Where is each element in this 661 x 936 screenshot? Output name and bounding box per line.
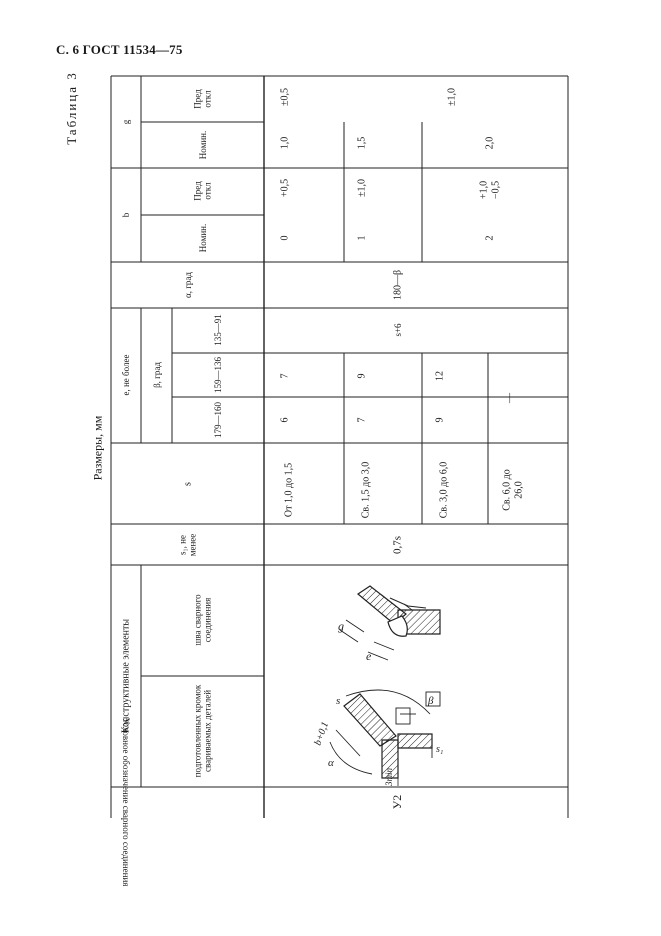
b-pred-1: +0,5 bbox=[279, 178, 291, 198]
header-g-nomin: Номин. bbox=[197, 130, 208, 160]
header-b-nomin: Номин. bbox=[197, 223, 208, 253]
weld-label-g: g bbox=[338, 619, 344, 633]
edge-label-alpha: α bbox=[328, 757, 334, 769]
header-beta-159-136: 159—136 bbox=[212, 357, 223, 393]
s-range-2: Св. 1,5 до 3,0 bbox=[360, 461, 372, 519]
weld-label-e: e bbox=[366, 649, 372, 663]
beta179-value-4: — bbox=[504, 393, 516, 403]
header-g: g bbox=[120, 119, 131, 125]
header-beta-135-91: 135—91 bbox=[212, 314, 223, 346]
prepared-edges-drawing bbox=[300, 686, 452, 786]
header-b: b bbox=[120, 212, 131, 218]
header-weld-seam: шва сварного соединения bbox=[192, 594, 213, 646]
g-pred-1: ±0,5 bbox=[279, 88, 291, 106]
header-alpha: α, град bbox=[182, 272, 193, 298]
g-nomin-3: 2,0 bbox=[484, 136, 496, 150]
header-prepared-edges: подготовленных кромок свариваемых деталей bbox=[192, 684, 213, 778]
b-pred-2: ±1,0 bbox=[356, 179, 368, 197]
beta159-value-2: 9 bbox=[356, 373, 368, 379]
edge-label-b: b+0,1 bbox=[312, 720, 332, 748]
beta179-value-3: 9 bbox=[434, 417, 446, 423]
header-s1: s₁, не менее bbox=[177, 533, 198, 557]
header-b-pred: Пред откл bbox=[192, 181, 213, 201]
b-pred-3: +1,0 −0,5 bbox=[478, 180, 501, 200]
b-nomin-3: 2 bbox=[484, 235, 496, 241]
s-range-3: Св. 3,0 до 6,0 bbox=[438, 461, 450, 519]
beta179-value-1: 6 bbox=[279, 417, 291, 423]
header-s: s bbox=[182, 482, 194, 486]
b-nomin-2: 1 bbox=[356, 235, 368, 241]
page-header: С. 6 ГОСТ 11534—75 bbox=[56, 42, 183, 57]
edge-label-3min: 3min bbox=[384, 768, 394, 786]
edge-label-s1: s₁ bbox=[436, 744, 444, 755]
s-range-4: Св. 6,0 до 26,0 bbox=[501, 469, 524, 511]
beta159-value-1: 7 bbox=[279, 373, 291, 379]
edge-label-beta: β bbox=[428, 695, 434, 707]
header-designation: Условное обозначение сварного соединения bbox=[121, 717, 132, 887]
header-g-pred: Пред откл bbox=[192, 89, 213, 109]
b-nomin-1: 0 bbox=[279, 235, 291, 241]
s-range-1: От 1,0 до 1,5 bbox=[283, 462, 295, 518]
s1-value: 0,7s bbox=[391, 535, 404, 555]
g-nomin-2: 1,5 bbox=[356, 136, 368, 150]
header-e: e, не более bbox=[120, 354, 131, 396]
beta135-value: s+6 bbox=[392, 323, 403, 337]
alpha-value: 180—β bbox=[392, 269, 404, 301]
beta179-value-2: 7 bbox=[356, 417, 368, 423]
table-caption: Таблица 3 bbox=[64, 71, 79, 145]
g-pred-2: ±1,0 bbox=[446, 88, 458, 106]
header-beta-179-160: 179—160 bbox=[212, 402, 223, 438]
edge-label-s: s bbox=[336, 695, 341, 707]
beta159-value-3: 12 bbox=[434, 371, 446, 381]
weld-seam-drawing bbox=[330, 580, 460, 668]
header-structural-elements: Конструктивные элементы bbox=[120, 618, 132, 734]
designation-value: У2 bbox=[390, 794, 405, 810]
header-beta: β, град bbox=[151, 362, 162, 388]
g-nomin-1: 1,0 bbox=[279, 136, 291, 150]
dimensions-caption: Размеры, мм bbox=[90, 415, 105, 481]
